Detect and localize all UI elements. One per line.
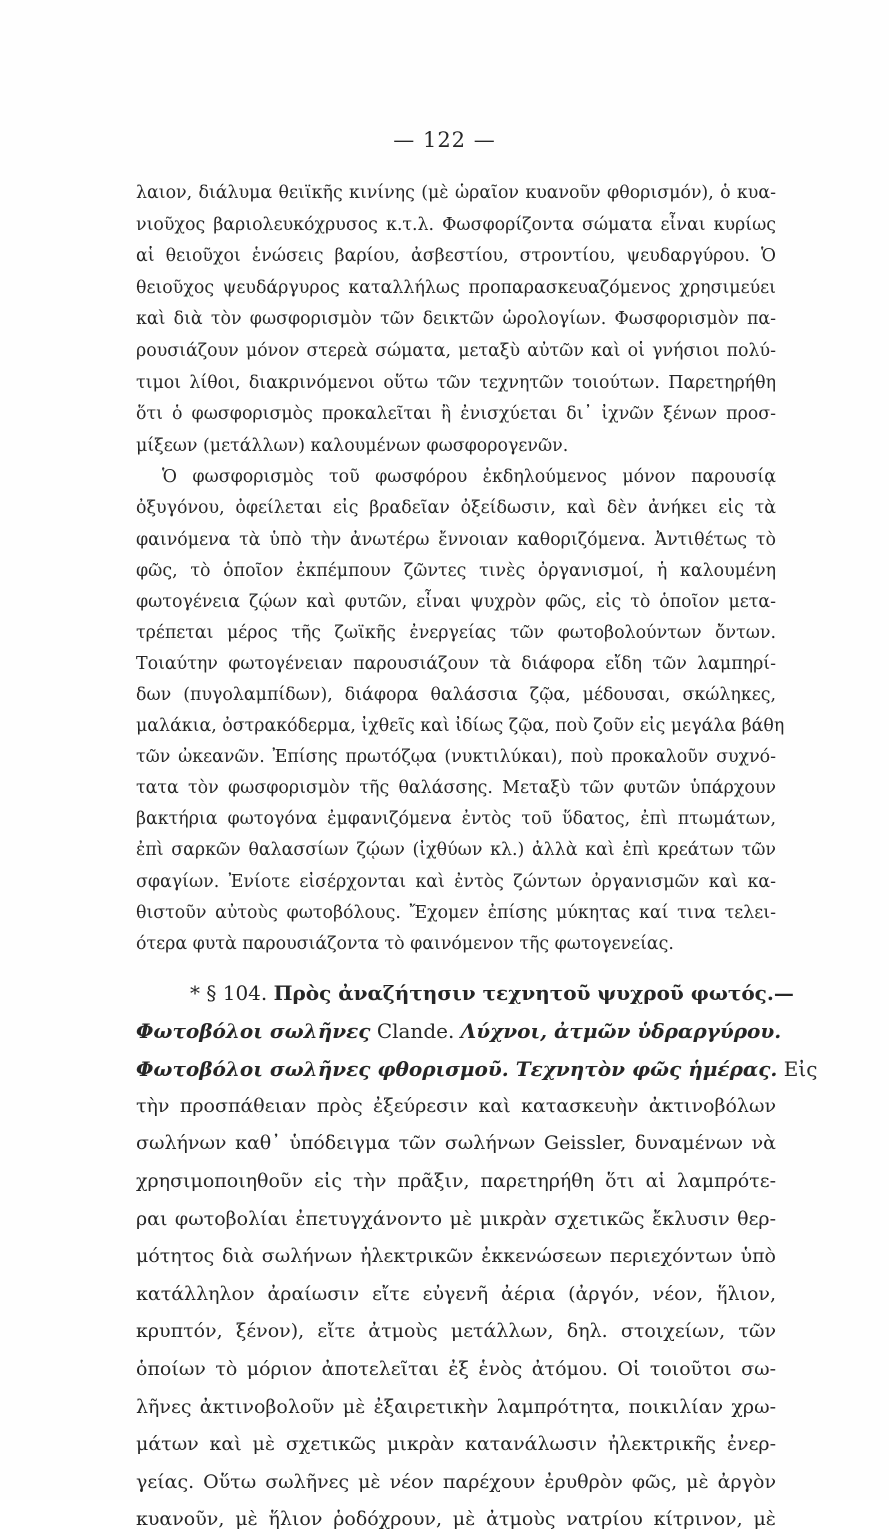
text-line: καὶ διὰ τὸν φωσφορισμὸν τῶν δεικτῶν ὡρολογίων. Φωσφορισμὸν πα- bbox=[136, 309, 776, 330]
section-title-line bbox=[136, 974, 794, 1012]
text-line: μαλάκια, ὀστρακόδερμα, ἰχθεῖς καὶ ἰδίως ζῷα, ποὺ ζοῦν εἰς μεγάλα βάθη bbox=[136, 716, 785, 737]
text-line: ἐπὶ σαρκῶν θαλασσίων ζῴων (ἰχθύων κλ.) ἀλλὰ καὶ ἐπὶ κρεάτων τῶν bbox=[136, 840, 776, 861]
text-line: φωτογένεια ζῴων καὶ φυτῶν, εἶναι ψυχρὸν φῶς, εἰς τὸ ὁποῖον μετα- bbox=[136, 591, 776, 612]
text-line: ρουσιάζουν μόνον στερεὰ σώματα, μεταξὺ αὐτῶν καὶ οἱ γνήσιοι πολύ- bbox=[136, 340, 776, 361]
text-line: χρησιμοποιηθοῦν εἰς τὴν πρᾶξιν, παρετηρήθη ὅτι αἱ λαμπρότε- bbox=[136, 1170, 776, 1193]
text-line: γείας. Οὕτω σωλῆνες μὲ νέον παρέχουν ἐρυθρὸν φῶς, μὲ ἀργὸν bbox=[136, 1470, 776, 1493]
text-line: κυανοῦν, μὲ ἥλιον ῥοδόχρουν, μὲ ἀτμοὺς νατρίου κίτρινον, μὲ bbox=[136, 1508, 776, 1531]
text-line: θειοῦχος ψευδάργυρος καταλλήλως προπαρασκευαζόμενος χρησιμεύει bbox=[136, 277, 776, 298]
text-line: ὀξυγόνου, ὀφείλεται εἰς βραδεῖαν ὀξείδωσιν, καὶ δὲν ἀνήκει εἰς τὰ bbox=[136, 498, 776, 519]
text-line: λῆνες ἀκτινοβολοῦν μὲ ἐξαιρετικὴν λαμπρότητα, ποικιλίαν χρω- bbox=[136, 1395, 776, 1418]
section-subtitle-line bbox=[136, 1050, 818, 1088]
text-line: φαινόμενα τὰ ὑπὸ τὴν ἀνωτέρω ἔννοιαν καθοριζόμενα. Ἀντιθέτως τὸ bbox=[136, 529, 776, 550]
text-line: ὁποίων τὸ μόριον ἀποτελεῖται ἐξ ἑνὸς ἀτόμου. Οἱ τοιοῦτοι σω- bbox=[136, 1358, 776, 1380]
subtitle-part: Φωτοβόλοι σωλῆνες φθορισμοῦ. Τεχνητὸν φῶς ἡμέρας. bbox=[136, 1056, 778, 1081]
text-line: Ὁ φωσφορισμὸς τοῦ φωσφόρου ἐκδηλούμενος μόνον παρουσίᾳ bbox=[162, 467, 776, 488]
subtitle-part: Εἰς bbox=[783, 1056, 818, 1081]
text-line: νιοῦχος βαριολευκόχρυσος κ.τ.λ. Φωσφορίζοντα σώματα εἶναι κυρίως bbox=[136, 214, 776, 235]
page-number: — 122 — bbox=[393, 128, 496, 152]
text-line: μάτων καὶ μὲ σχετικῶς μικρὰν κατανάλωσιν ἠλεκτρικῆς ἐνερ- bbox=[136, 1433, 776, 1456]
text-line: Τοιαύτην φωτογένειαν παρουσιάζουν τὰ διάφορα εἴδη τῶν λαμπηρί- bbox=[136, 653, 776, 674]
text-line: σωλήνων καθ᾽ ὑπόδειγμα τῶν σωλήνων Geissler, δυναμένων νὰ bbox=[136, 1132, 776, 1155]
text-line: τῶν ὠκεανῶν. Ἐπίσης πρωτόζῳα (νυκτιλύκαι), ποὺ προκαλοῦν συχνό- bbox=[136, 747, 776, 768]
paragraph-3 bbox=[136, 1088, 776, 1539]
text-line: κατάλληλον ἀραίωσιν εἴτε εὐγενῆ ἀέρια (ἀργόν, νέον, ἥλιον, bbox=[136, 1282, 776, 1305]
text-line: ὅτι ὁ φωσφορισμὸς προκαλεῖται ἢ ἐνισχύεται δι᾽ ἰχνῶν ξένων προσ- bbox=[136, 404, 776, 425]
paragraph-1 bbox=[136, 178, 776, 462]
text-line: θιστοῦν αὐτοὺς φωτοβόλους. Ἔχομεν ἐπίσης μύκητας καί τινα τελει- bbox=[136, 902, 776, 923]
text-line: ότερα φυτὰ παρουσιάζοντα τὸ φαινόμενον τῆς φωτογενείας. bbox=[136, 933, 674, 954]
paragraph-2 bbox=[136, 462, 785, 960]
text-line: βακτήρια φωτογόνα ἐμφανιζόμενα ἐντὸς τοῦ ὕδατος, ἐπὶ πτωμάτων, bbox=[136, 809, 776, 830]
text-line: τρέπεται μέρος τῆς ζωϊκῆς ἐνεργείας τῶν φωτοβολούντων ὄντων. bbox=[136, 622, 776, 643]
subtitle-part: Clande. bbox=[376, 1018, 455, 1043]
text-line: τὴν προσπάθειαν πρὸς ἐξεύρεσιν καὶ κατασκευὴν ἀκτινοβόλων bbox=[136, 1094, 776, 1117]
page-body bbox=[136, 178, 818, 1539]
text-line: λαιον, διάλυμα θειϊκῆς κινίνης (μὲ ὡραῖον κυανοῦν φθορισμόν), ὁ κυα- bbox=[136, 183, 776, 203]
text-line: τιμοι λίθοι, διακρινόμενοι οὕτω τῶν τεχνητῶν τοιούτων. Παρετηρήθη bbox=[136, 372, 776, 393]
section-heading bbox=[136, 974, 818, 1088]
text-line: μίξεων (μετάλλων) καλουμένων φωσφορογενῶν. bbox=[136, 435, 569, 456]
section-title: Πρὸς ἀναζήτησιν τεχνητοῦ ψυχροῦ φωτός.— bbox=[273, 980, 794, 1005]
text-line: σφαγίων. Ἐνίοτε εἰσέρχονται καὶ ἐντὸς ζώντων ὀργανισμῶν καὶ κα- bbox=[136, 871, 776, 892]
text-line: αἱ θειοῦχοι ἑνώσεις βαρίου, ἀσβεστίου, στροντίου, ψευδαργύρου. Ὁ bbox=[136, 246, 776, 267]
section-marker: * § 104. bbox=[190, 980, 268, 1005]
section-subtitle-line bbox=[136, 1012, 782, 1050]
text-line: τατα τὸν φωσφορισμὸν τῆς θαλάσσης. Μεταξὺ τῶν φυτῶν ὑπάρχουν bbox=[136, 778, 776, 799]
text-line: φῶς, τὸ ὁποῖον ἐκπέμπουν ζῶντες τινὲς ὀργανισμοί, ἡ καλουμένη bbox=[136, 560, 776, 581]
subtitle-part: Λύχνοι, ἀτμῶν ὑδραργύρου. bbox=[460, 1018, 782, 1043]
subtitle-part: Φωτοβόλοι σωλῆνες bbox=[136, 1018, 371, 1043]
text-line: δων (πυγολαμπίδων), διάφορα θαλάσσια ζῷα, μέδουσαι, σκώληκες, bbox=[136, 685, 776, 705]
text-line: μότητος διὰ σωλήνων ἠλεκτρικῶν ἐκκενώσεων περιεχόντων ὑπὸ bbox=[136, 1245, 776, 1268]
text-line: ραι φωτοβολίαι ἐπετυγχάνοντο μὲ μικρὰν σχετικῶς ἔκλυσιν θερ- bbox=[136, 1207, 776, 1230]
text-line: κρυπτόν, ξένον), εἴτε ἀτμοὺς μετάλλων, δηλ. στοιχείων, τῶν bbox=[136, 1320, 776, 1343]
